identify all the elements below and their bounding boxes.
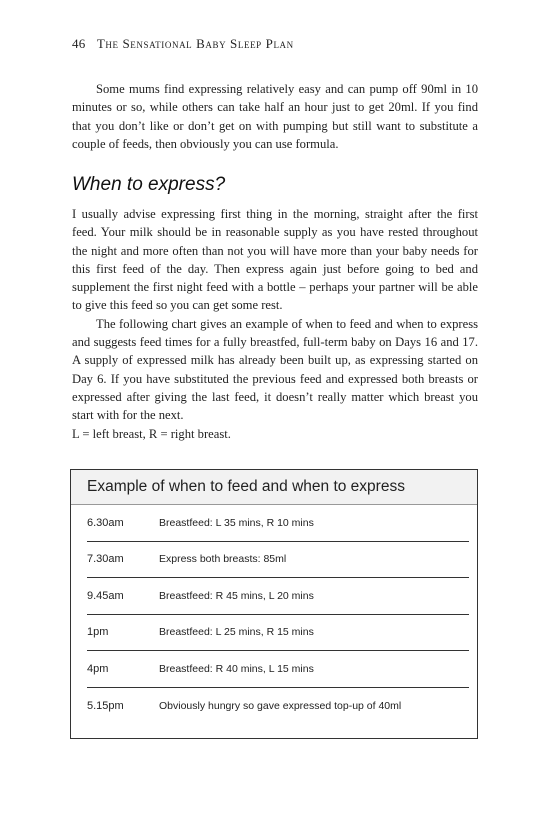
row-activity: Breastfeed: L 35 mins, R 10 mins bbox=[159, 516, 314, 529]
row-activity: Obviously hungry so gave expressed top-up of 40ml bbox=[159, 699, 402, 712]
feeding-schedule-box bbox=[70, 469, 478, 739]
schedule-rows bbox=[71, 505, 477, 724]
intro-section bbox=[72, 80, 478, 153]
intro-paragraph: Some mums find expressing relatively easy and can pump off 90ml in 10 minutes or so, while others can take half an hour just to get 20ml. If you find that you don’t like or don’t get on with pumping but still want to substitute a couple of feeds, then obviously you can use formula. bbox=[72, 82, 478, 151]
row-time: 1pm bbox=[87, 626, 109, 639]
section-paragraph-2: The following chart gives an example of when to feed and when to express and suggests feed times for a fully breastfed, full-term baby on Days 16 and 17. A supply of expressed milk has already been built up, as expressing started on Day 6. If you have substituted the previous feed and expressed both breasts or expressed after giving the last feed, it doesn’t really matter which breast you start with for the next. bbox=[72, 316, 478, 423]
row-activity: Breastfeed: R 40 mins, L 15 mins bbox=[159, 662, 314, 675]
row-time: 7.30am bbox=[87, 553, 124, 566]
row-activity: Breastfeed: R 45 mins, L 20 mins bbox=[159, 589, 314, 602]
schedule-row bbox=[87, 542, 469, 579]
section-paragraph-1: I usually advise expressing first thing in the morning, straight after the first feed. Your milk should be in reasonable supply as you have rested throughout the night and more often than not you will have more than your baby needs for this first feed of the day. Then express again just before going to bed and supplement the first night feed with a bottle – perhaps your partner will be able to give this feed so you can get some rest. bbox=[72, 207, 478, 313]
breast-legend-line: L = left breast, R = right breast. bbox=[72, 426, 231, 441]
schedule-row bbox=[87, 615, 469, 652]
row-time: 6.30am bbox=[87, 516, 124, 529]
row-time: 5.15pm bbox=[87, 699, 124, 712]
running-header bbox=[72, 36, 294, 52]
section-body bbox=[72, 205, 478, 443]
row-time: 4pm bbox=[87, 662, 109, 675]
schedule-row bbox=[87, 578, 469, 615]
schedule-title: Example of when to feed and when to express bbox=[71, 470, 477, 505]
row-time: 9.45am bbox=[87, 589, 124, 602]
schedule-row bbox=[87, 688, 469, 725]
page-number: 46 bbox=[72, 36, 86, 51]
row-activity: Express both breasts: 85ml bbox=[159, 553, 287, 566]
row-activity: Breastfeed: L 25 mins, R 15 mins bbox=[159, 626, 314, 639]
schedule-row bbox=[87, 505, 469, 542]
section-heading: When to express? bbox=[72, 174, 226, 195]
book-title: The Sensational Baby Sleep Plan bbox=[96, 36, 294, 51]
schedule-row bbox=[87, 651, 469, 688]
